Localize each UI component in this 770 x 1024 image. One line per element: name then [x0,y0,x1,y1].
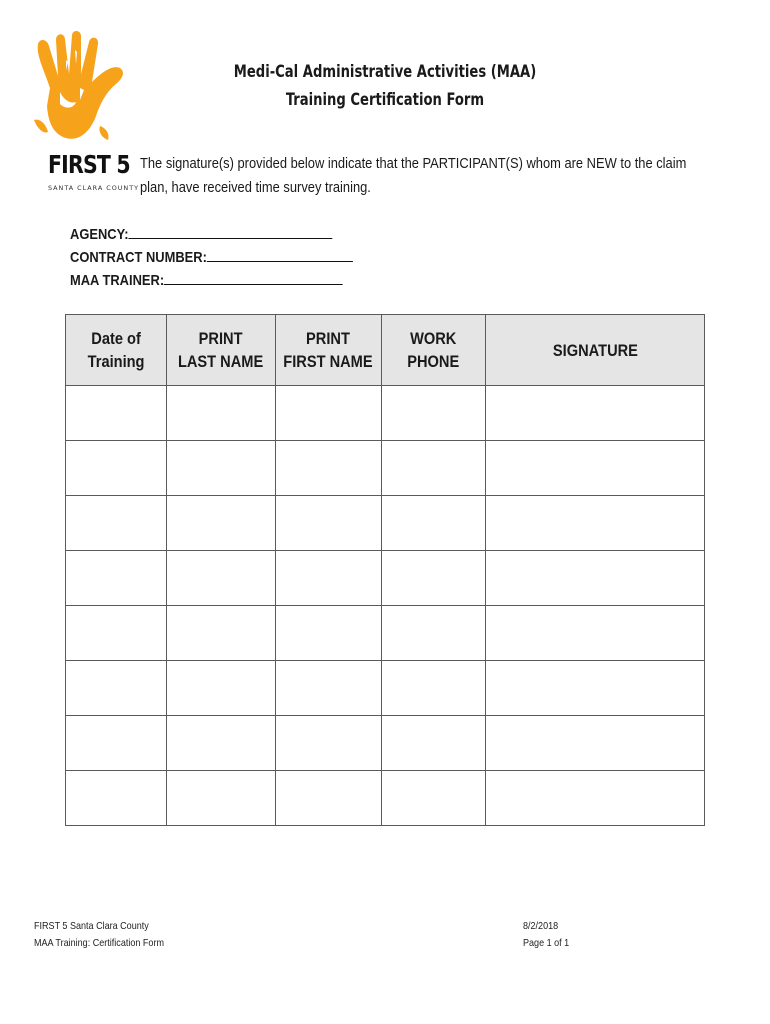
page-title: Medi-Cal Administrative Activities (MAA) [233,62,537,82]
last-name-cell[interactable] [166,606,275,661]
signature-cell[interactable] [486,386,705,441]
first-name-cell[interactable] [275,716,381,771]
work-phone-cell[interactable] [381,716,486,771]
date-cell[interactable] [66,386,167,441]
column-header-date: Date of Training [66,315,167,386]
footer-page-number: Page 1 of 1 [523,937,570,949]
table-row [66,386,705,441]
first-name-cell[interactable] [275,496,381,551]
table-row [66,441,705,496]
signature-cell[interactable] [486,441,705,496]
table-row [66,551,705,606]
table-row [66,661,705,716]
signature-cell[interactable] [486,661,705,716]
signature-cell[interactable] [486,771,705,826]
date-cell[interactable] [66,441,167,496]
signature-cell[interactable] [486,716,705,771]
table-row [66,496,705,551]
work-phone-cell[interactable] [381,386,486,441]
column-header-first-name: PRINT FIRST NAME [275,315,381,386]
column-header-work-phone: WORK PHONE [381,315,486,386]
date-cell[interactable] [66,496,167,551]
first-name-cell[interactable] [275,771,381,826]
date-cell[interactable] [66,771,167,826]
table-row [66,606,705,661]
table-body [66,386,705,826]
agency-line[interactable] [129,224,333,239]
logo-subtitle: SANTA CLARA COUNTY [48,184,140,192]
table-row [66,716,705,771]
last-name-cell[interactable] [166,661,275,716]
table-row [66,771,705,826]
first-name-cell[interactable] [275,661,381,716]
work-phone-cell[interactable] [381,771,486,826]
contract-number-label: CONTRACT NUMBER: [70,249,207,266]
footer-form-name: MAA Training: Certification Form [34,937,164,949]
date-cell[interactable] [66,606,167,661]
date-cell[interactable] [66,551,167,606]
agency-label: AGENCY: [70,226,129,243]
last-name-cell[interactable] [166,496,275,551]
signature-cell[interactable] [486,496,705,551]
work-phone-cell[interactable] [381,606,486,661]
contract-number-field[interactable] [70,247,353,266]
first-name-cell[interactable] [275,551,381,606]
maa-trainer-line[interactable] [164,270,343,285]
work-phone-cell[interactable] [381,496,486,551]
work-phone-cell[interactable] [381,551,486,606]
maa-trainer-label: MAA TRAINER: [70,272,165,289]
intro-text: The signature(s) provided below indicate that the PARTICIPANT(S) whom are NEW to the claim plan, have received time survey training. [140,155,687,196]
last-name-cell[interactable] [166,551,275,606]
signature-cell[interactable] [486,606,705,661]
column-header-last-name: PRINT LAST NAME [166,315,275,386]
last-name-cell[interactable] [166,771,275,826]
work-phone-cell[interactable] [381,441,486,496]
page-subtitle: Training Certification Form [285,90,485,110]
signature-cell[interactable] [486,551,705,606]
training-table [65,314,705,826]
table-header-row [66,315,705,386]
work-phone-cell[interactable] [381,661,486,716]
contract-number-line[interactable] [207,247,353,262]
agency-field[interactable] [70,224,332,243]
logo-wordmark: FIRST 5 [48,150,130,179]
footer-date: 8/2/2018 [523,920,559,932]
first-name-cell[interactable] [275,386,381,441]
first-name-cell[interactable] [275,606,381,661]
first-name-cell[interactable] [275,441,381,496]
maa-trainer-field[interactable] [70,270,343,289]
date-cell[interactable] [66,661,167,716]
footer-org: FIRST 5 Santa Clara County [34,920,149,932]
last-name-cell[interactable] [166,716,275,771]
column-header-signature: SIGNATURE [486,315,705,386]
footer-left [34,918,164,952]
footer-right [523,918,569,952]
last-name-cell[interactable] [166,386,275,441]
last-name-cell[interactable] [166,441,275,496]
date-cell[interactable] [66,716,167,771]
